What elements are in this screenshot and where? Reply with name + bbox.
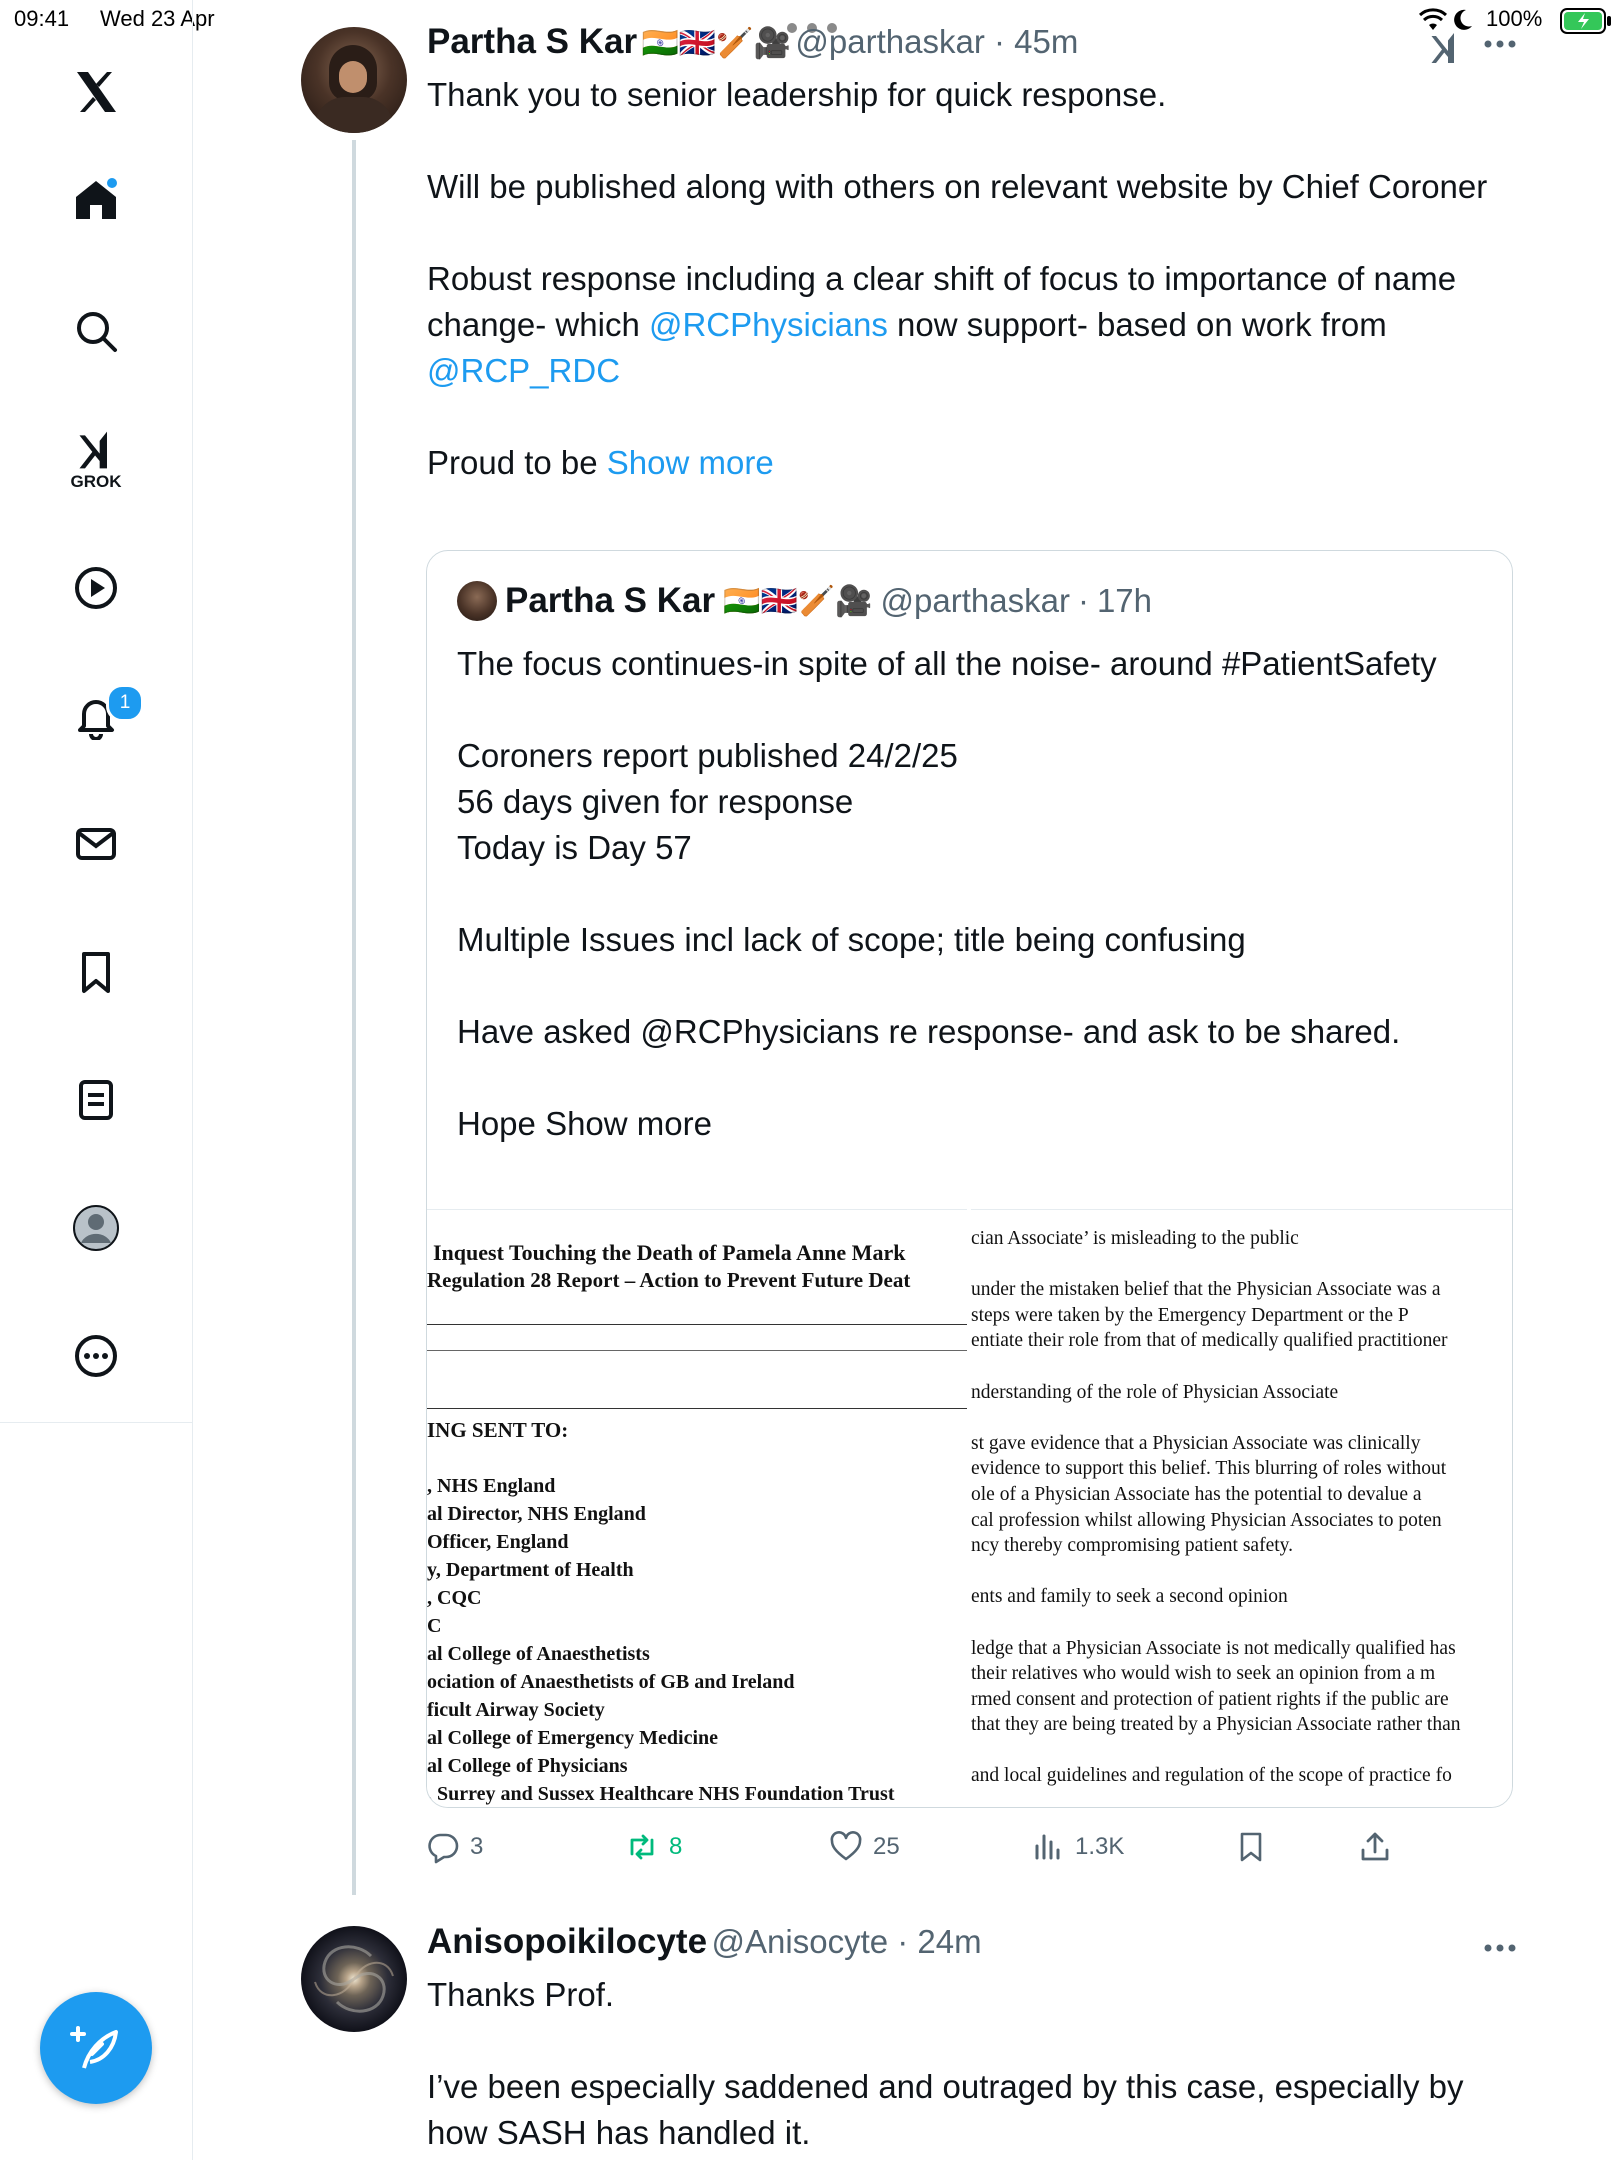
quoted-line-days: 56 days given for response xyxy=(457,783,854,820)
doc-right-line: that they are being treated by a Physician Associate rather than xyxy=(971,1714,1461,1736)
doc-right-line: their relatives who would wish to seek an opinion from a m xyxy=(971,1663,1436,1685)
quoted-author-avatar[interactable] xyxy=(457,581,497,621)
views-count: 1.3K xyxy=(1075,1833,1125,1860)
reply-time[interactable]: 24m xyxy=(917,1923,982,1960)
quoted-separator-dot: · xyxy=(1077,582,1089,619)
doc-recipient: , Surrey and Sussex Healthcare NHS Foundation Trust xyxy=(427,1783,895,1805)
doc-recipient: , NHS England xyxy=(427,1475,556,1497)
reply-author-avatar[interactable] xyxy=(301,1926,407,2032)
quoted-line-report: Coroners report published 24/2/25 xyxy=(457,737,958,774)
doc-recipient: al College of Emergency Medicine xyxy=(427,1727,719,1749)
quoted-paragraph-1: The focus continues-in spite of all the noise- around #PatientSafety xyxy=(457,645,1437,682)
quoted-tweet[interactable] xyxy=(426,550,1513,1808)
avatar-suit xyxy=(315,97,393,133)
doc-right-line: under the mistaken belief that the Physician Associate was a xyxy=(971,1279,1441,1301)
sidebar-divider xyxy=(0,1422,192,1423)
sidebar xyxy=(0,0,193,2160)
doc-title-1: Inquest Touching the Death of Pamela Anne Mark xyxy=(433,1240,906,1265)
doc-rule-2 xyxy=(427,1350,967,1351)
reply-more-icon[interactable] xyxy=(1483,1940,1517,1958)
nav-bookmarks[interactable] xyxy=(70,946,122,998)
repost-button[interactable] xyxy=(625,1830,682,1864)
reply-button[interactable] xyxy=(426,1830,483,1864)
author-handle[interactable]: @parthaskar xyxy=(795,23,985,60)
reply-count: 3 xyxy=(470,1833,484,1860)
doc-recipient: y, Department of Health xyxy=(427,1559,634,1581)
nav-profile[interactable] xyxy=(70,1202,122,1254)
bookmark-button[interactable] xyxy=(1234,1830,1268,1864)
grok-label: GROK xyxy=(70,472,122,491)
doc-rule-3 xyxy=(427,1408,967,1409)
para3-text-b: now support- based on work from xyxy=(887,306,1387,343)
compose-post-button[interactable] xyxy=(40,1992,152,2104)
profile-avatar-icon xyxy=(72,1204,120,1252)
quoted-author-name[interactable]: Partha S Kar xyxy=(505,581,716,620)
notifications-badge-count: 1 xyxy=(119,692,131,713)
doc-recipient: ociation of Anaesthetists of GB and Ireland xyxy=(427,1671,795,1693)
doc-recipient: al Director, NHS England xyxy=(427,1503,646,1525)
reply-body xyxy=(427,1972,1527,2156)
quoted-paragraph-3: Multiple Issues incl lack of scope; title being confusing xyxy=(457,921,1246,958)
doc-right-line: nderstanding of the role of Physician Associate xyxy=(971,1381,1339,1403)
quoted-line-today: Today is Day 57 xyxy=(457,829,692,866)
quoted-image-left[interactable] xyxy=(427,1209,967,1808)
para3-text-a: Robust response including a clear shift of focus to importance of name change- which xyxy=(427,260,1457,343)
doc-right-text xyxy=(971,1226,1461,1789)
quoted-body xyxy=(457,641,1477,1147)
doc-right-line: ents and family to seek a second opinion xyxy=(971,1586,1288,1608)
doc-right-line: cian Associate’ is misleading to the public xyxy=(971,1228,1299,1249)
search-icon xyxy=(72,307,120,355)
quoted-paragraph-4: Have asked @RCPhysicians re response- and ask to be shared. xyxy=(457,1013,1401,1050)
nav-grok[interactable] xyxy=(70,425,122,495)
doc-rule-1 xyxy=(427,1324,967,1325)
quoted-header xyxy=(457,581,1152,621)
reply-tweet[interactable] xyxy=(193,1900,1620,2160)
home-icon xyxy=(72,175,120,223)
quoted-author-emojis: 🇮🇳🇬🇧🏏🎥 xyxy=(723,584,873,618)
reply-header xyxy=(427,1922,982,1962)
compose-post-icon xyxy=(70,2022,122,2074)
like-button[interactable] xyxy=(829,1830,900,1864)
x-logo-icon xyxy=(72,68,120,116)
video-play-icon xyxy=(72,564,120,612)
doc-recipient: C xyxy=(427,1615,442,1637)
nav-messages[interactable] xyxy=(70,818,122,870)
quoted-paragraph-5 xyxy=(457,1101,1477,1147)
reply-paragraph-1: Thanks Prof. xyxy=(427,1976,615,2013)
tweet-paragraph-2: Will be published along with others on relevant website by Chief Coroner xyxy=(427,168,1488,205)
x-logo-button[interactable] xyxy=(70,66,122,118)
heart-icon xyxy=(829,1830,863,1864)
tweet-time[interactable]: 45m xyxy=(1014,23,1079,60)
separator-dot: · xyxy=(984,23,1015,60)
messages-mail-icon xyxy=(72,820,120,868)
grok-icon xyxy=(74,428,118,472)
doc-title-2: Regulation 28 Report – Action to Prevent Future Deat xyxy=(427,1268,911,1292)
doc-recipient: , CQC xyxy=(427,1587,482,1609)
tweet-author-avatar[interactable] xyxy=(301,27,407,133)
views-button[interactable] xyxy=(1031,1830,1124,1864)
doc-right-line: st gave evidence that a Physician Associate was clinically xyxy=(971,1432,1421,1454)
doc-recipient: al College of Anaesthetists xyxy=(427,1643,650,1665)
doc-right-line: ncy thereby compromising patient safety. xyxy=(971,1535,1294,1557)
quoted-p5-text: Hope xyxy=(457,1105,546,1142)
battery-percent: 100% xyxy=(1486,6,1543,31)
tweet-line-1: Thank you to senior leadership for quick response. xyxy=(427,76,1167,113)
reply-paragraph-2: I’ve been especially saddened and outraged by this case, especially by how SASH has handled it. xyxy=(427,2068,1464,2151)
doc-right-line: steps were taken by the Emergency Department or the P xyxy=(971,1304,1409,1326)
quoted-author-handle[interactable]: @parthaskar xyxy=(880,582,1070,619)
share-button[interactable] xyxy=(1358,1830,1392,1864)
doc-right-line: ole of a Physician Associate has the potential to devalue a xyxy=(971,1483,1422,1505)
tweet-more-icon[interactable] xyxy=(1483,36,1517,54)
quoted-tweet-time[interactable]: 17h xyxy=(1096,582,1152,619)
doc-recipient: Officer, England xyxy=(427,1531,569,1553)
share-upload-icon xyxy=(1358,1830,1392,1864)
nav-lists[interactable] xyxy=(70,1074,122,1126)
lists-icon xyxy=(72,1076,120,1124)
bookmark-icon xyxy=(1234,1830,1268,1864)
doc-sent-to: ING SENT TO: xyxy=(427,1418,569,1442)
like-count: 25 xyxy=(873,1833,900,1860)
author-name[interactable]: Partha S Kar xyxy=(427,22,638,61)
repost-icon xyxy=(625,1830,659,1864)
mention-rcphysicians[interactable]: @RCPhysicians xyxy=(648,306,888,343)
grok-analyze-icon[interactable] xyxy=(1427,30,1463,66)
reply-icon xyxy=(426,1830,460,1864)
tweet-body xyxy=(427,72,1527,486)
avatar-face xyxy=(339,61,367,93)
para4-text: Proud to be xyxy=(427,444,607,481)
doc-right-line: and local guidelines and regulation of the scope of practice fo xyxy=(971,1765,1452,1787)
doc-right-line: ledge that a Physician Associate is not medically qualified has xyxy=(971,1637,1456,1659)
status-time: 09:41 xyxy=(14,6,70,31)
bookmarks-icon xyxy=(72,948,120,996)
author-emojis: 🇮🇳🇬🇧🏏🎥 xyxy=(641,27,791,60)
tweet-header xyxy=(427,22,1078,62)
notifications-badge xyxy=(106,684,144,722)
reply-author-name[interactable]: Anisopoikilocyte xyxy=(427,1922,708,1961)
doc-right-line: rmed consent and protection of patient rights if the public are xyxy=(971,1688,1449,1710)
thread-line xyxy=(352,140,356,1895)
more-circle-icon xyxy=(72,1332,120,1380)
doc-recipient: ficult Airway Society xyxy=(427,1699,605,1721)
status-date: Wed 23 Apr xyxy=(100,6,215,31)
show-more-link[interactable]: Show more xyxy=(606,444,774,481)
quoted-image-right[interactable] xyxy=(971,1209,1512,1808)
nav-more[interactable] xyxy=(70,1330,122,1382)
reply-author-handle[interactable]: @Anisocyte xyxy=(711,1923,889,1960)
reply-separator-dot: · xyxy=(888,1923,918,1960)
repost-count: 8 xyxy=(669,1833,683,1860)
doc-recipient: al College of Physicians xyxy=(427,1755,628,1777)
tweet-paragraph-4 xyxy=(427,440,1527,486)
nav-video[interactable] xyxy=(70,562,122,614)
tweet-paragraph-3 xyxy=(427,256,1527,394)
nav-search[interactable] xyxy=(70,305,122,357)
doc-right-line: entiate their role from that of medically qualified practitioner xyxy=(971,1330,1448,1352)
doc-right-line: evidence to support this belief. This blurring of roles without xyxy=(971,1458,1447,1480)
doc-recipients xyxy=(427,1472,894,1808)
views-chart-icon xyxy=(1031,1830,1065,1864)
quoted-show-more[interactable]: Show more xyxy=(545,1105,712,1142)
galaxy-image xyxy=(301,1926,407,2032)
mention-rcp-rdc[interactable]: @RCP_RDC xyxy=(427,352,621,389)
doc-right-line: cal profession whilst allowing Physician Associates to poten xyxy=(971,1509,1442,1531)
tweet[interactable] xyxy=(193,0,1620,1900)
nav-home[interactable] xyxy=(70,173,122,225)
